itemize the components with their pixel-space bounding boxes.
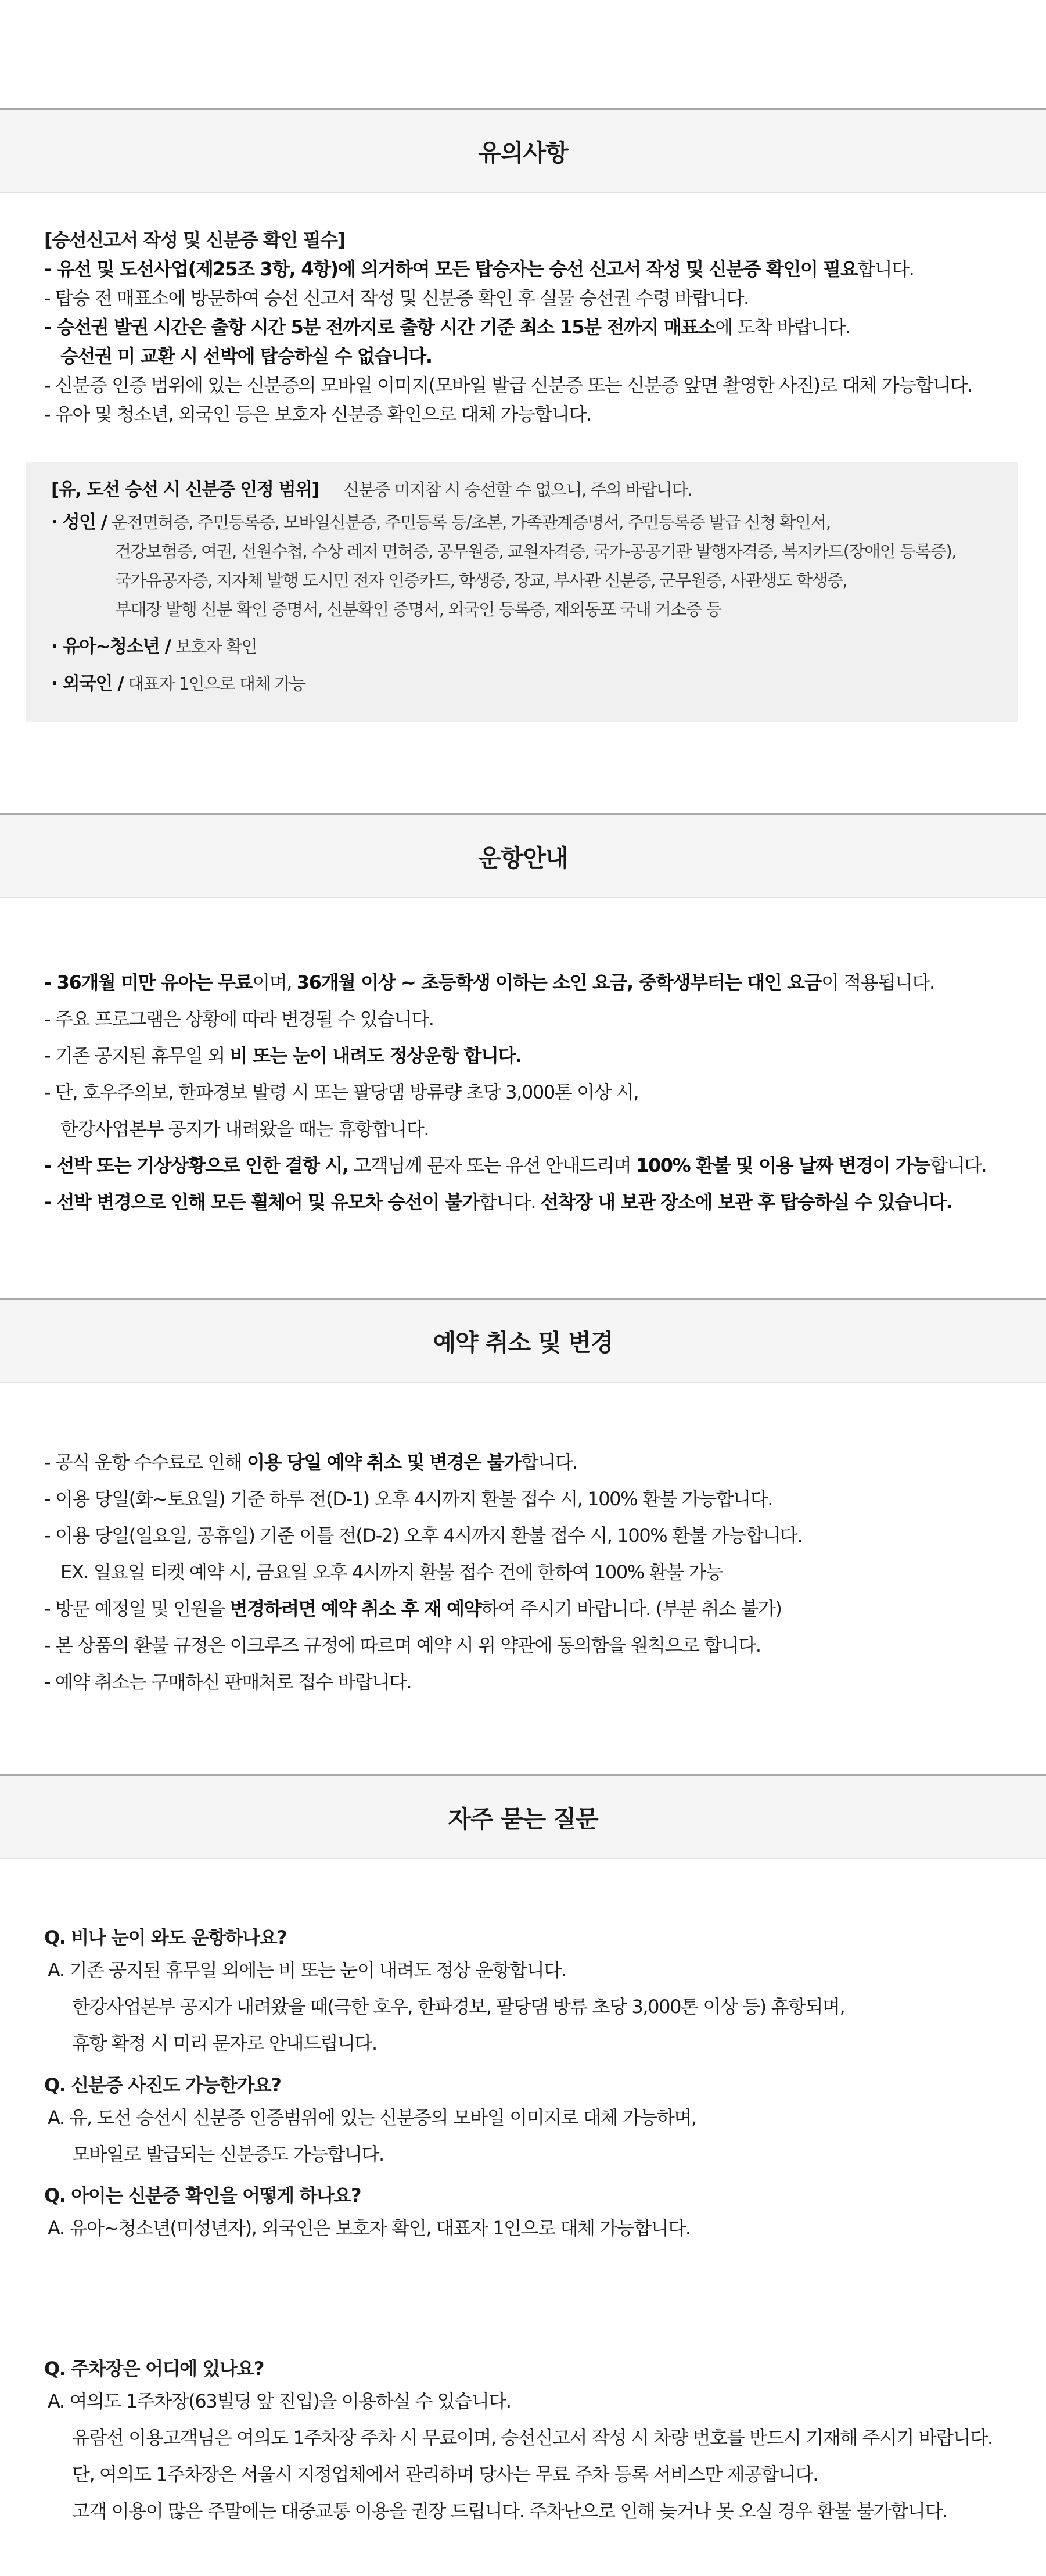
cancel-list	[44, 1444, 1020, 1700]
operation-item: - 단, 호우주의보, 한파경보 발령 시 또는 팔당댐 방류량 초당 3,000톤 이상 시,	[44, 1081, 639, 1103]
faq-item	[44, 1923, 1031, 2062]
operation-section-header	[0, 813, 1046, 898]
operation-item: - 36개월 미만 유아는 무료이며, 36개월 이상 ~ 초등학생 이하는 소인 요금, 중학생부터는 대인 요금이 적용됩니다.	[44, 971, 934, 993]
operation-item: - 선박 변경으로 인해 모든 휠체어 및 유모차 승선이 불가합니다. 선착장 내 보관 장소에 보관 후 탑승하실 수 있습니다.	[44, 1191, 952, 1213]
operation-list	[44, 964, 1020, 1221]
notice-item: - 승선권 발권 시간은 출항 시간 5분 전까지로 출항 시간 기준 최소 15분 전까지 매표소에 도착 바랍니다.	[44, 316, 851, 338]
notice-section-title: 유의사항	[478, 139, 568, 167]
cancel-item: - 예약 취소는 구매하신 판매처로 접수 바랍니다.	[44, 1671, 412, 1693]
cancel-section-title: 예약 취소 및 변경	[433, 1329, 613, 1357]
operation-section-title: 운항안내	[478, 844, 568, 872]
faq-question: Q. 주차장은 어디에 있나요?	[44, 2358, 264, 2380]
faq-answer-cont: 휴항 확정 시 미리 문자로 안내드립니다.	[72, 2032, 377, 2054]
faq-answer: A. 유, 도선 승선시 신분증 인증범위에 있는 신분증의 모바일 이미지로 대체 가능하며,	[48, 2107, 696, 2129]
faq-answer: A. 기존 공지된 휴무일 외에는 비 또는 눈이 내려도 정상 운항합니다.	[48, 1959, 566, 1981]
faq-item	[44, 2181, 1031, 2247]
faq-question: Q. 아이는 신분증 확인을 어떻게 하나요?	[44, 2184, 361, 2207]
faq-answer: A. 여의도 1주차장(63빌딩 앞 진입)을 이용하실 수 있습니다.	[48, 2390, 511, 2412]
notice-section-header	[0, 108, 1046, 193]
faq-answer-cont: 한강사업본부 공지가 내려왔을 때(극한 호우, 한파경보, 팔당댐 방류 초당 3,000톤 이상 등) 휴항되며,	[72, 1996, 845, 2018]
faq-section-header	[0, 1774, 1046, 1859]
notice-item: - 유아 및 청소년, 외국인 등은 보호자 신분증 확인으로 대체 가능합니다.	[44, 403, 591, 425]
operation-item: - 주요 프로그램은 상황에 따라 변경될 수 있습니다.	[44, 1008, 434, 1030]
faq-answer-cont: 모바일로 발급되는 신분증도 가능합니다.	[72, 2143, 384, 2165]
id-scope-adult: · 성인 / 운전면허증, 주민등록증, 모바일신분증, 주민등록 등/초본, 가족관계증명서, 주민등록증 발급 신청 확인서,	[51, 512, 831, 533]
cancel-item: - 공식 운항 수수료로 인해 이용 당일 예약 취소 및 변경은 불가합니다.	[44, 1451, 578, 1473]
operation-item: - 기존 공지된 휴무일 외 비 또는 눈이 내려도 정상운항 합니다.	[44, 1045, 522, 1067]
faq-question: Q. 신분증 사진도 가능한가요?	[44, 2074, 281, 2096]
faq-answer-cont: 고객 이용이 많은 주말에는 대중교통 이용을 권장 드립니다. 주차난으로 인해 늦거나 못 오실 경우 환불 불가합니다.	[72, 2500, 947, 2522]
faq-answer-cont: 유람선 이용고객님은 여의도 1주차장 주차 시 무료이며, 승선신고서 작성 시 차량 번호를 반드시 기재해 주시기 바랍니다.	[72, 2427, 993, 2449]
id-scope-adult-cont: 국가유공자증, 지자체 발행 도시민 전자 인증카드, 학생증, 장교, 부사관 신분증, 군무원증, 사관생도 학생증,	[115, 571, 847, 590]
notice-heading: [승선신고서 작성 및 신분증 확인 필수]	[44, 229, 345, 251]
faq-answer-cont: 단, 여의도 1주차장은 서울시 지정업체에서 관리하며 당사는 무료 주차 등록 서비스만 제공합니다.	[72, 2463, 818, 2485]
operation-item: - 선박 또는 기상상황으로 인한 결항 시, 고객님께 문자 또는 유선 안내드리며 100% 환불 및 이용 날짜 변경이 가능합니다.	[44, 1154, 987, 1176]
notice-item: - 유선 및 도선사업(제25조 3항, 4항)에 의거하여 모든 탑승자는 승선 신고서 작성 및 신분증 확인이 필요합니다.	[44, 258, 914, 280]
id-scope-box	[26, 462, 1018, 722]
id-scope-adult-cont: 부대장 발행 신분 확인 증명서, 신분확인 증명서, 외국인 등록증, 재외동포 국내 거소증 등	[115, 600, 721, 619]
id-scope-foreigner: · 외국인 / 대표자 1인으로 대체 가능	[51, 673, 305, 694]
faq-question: Q. 비나 눈이 와도 운항하나요?	[44, 1926, 287, 1949]
notice-list	[44, 225, 1020, 429]
cancel-section-header	[0, 1298, 1046, 1383]
notice-item: - 신분증 인증 범위에 있는 신분증의 모바일 이미지(모바일 발급 신분증 또는 신분증 앞면 촬영한 사진)로 대체 가능합니다.	[44, 374, 973, 396]
cancel-item: - 이용 당일(화~토요일) 기준 하루 전(D-1) 오후 4시까지 환불 접수 시, 100% 환불 가능합니다.	[44, 1488, 773, 1510]
faq-item	[44, 2071, 1031, 2173]
cancel-item: - 방문 예정일 및 인원을 변경하려면 예약 취소 후 재 예약하여 주시기 바랍니다. (부분 취소 불가)	[44, 1598, 782, 1620]
faq-section-title: 자주 묻는 질문	[448, 1805, 598, 1833]
faq-item	[44, 2354, 1031, 2530]
notice-item: - 탑승 전 매표소에 방문하여 승선 신고서 작성 및 신분증 확인 후 실물 승선권 수령 바랍니다.	[44, 287, 749, 309]
faq-answer: A. 유아~청소년(미성년자), 외국인은 보호자 확인, 대표자 1인으로 대체 가능합니다.	[48, 2217, 691, 2239]
id-scope-youth: · 유아~청소년 / 보호자 확인	[51, 636, 257, 657]
cancel-item: - 이용 당일(일요일, 공휴일) 기준 이틀 전(D-2) 오후 4시까지 환불 접수 시, 100% 환불 가능합니다.	[44, 1524, 803, 1547]
cancel-item: EX. 일요일 티켓 예약 시, 금요일 오후 4시까지 환불 접수 건에 한하여 100% 환불 가능	[60, 1561, 723, 1583]
id-scope-adult-cont: 건강보험증, 여권, 선원수첩, 수상 레저 면허증, 공무원증, 교원자격증, 국가-공공기관 발행자격증, 복지카드(장애인 등록증),	[115, 541, 956, 561]
operation-item: 한강사업본부 공지가 내려왔을 때는 휴항합니다.	[60, 1118, 429, 1140]
id-scope-heading: [유, 도선 승선 시 신분증 인정 범위] 신분증 미지참 시 승선할 수 없으니, 주의 바랍니다.	[51, 479, 692, 500]
notice-item: 승선권 미 교환 시 선박에 탑승하실 수 없습니다.	[60, 345, 432, 367]
cancel-item: - 본 상품의 환불 규정은 이크루즈 규정에 따르며 예약 시 위 약관에 동의함을 원칙으로 합니다.	[44, 1634, 761, 1656]
